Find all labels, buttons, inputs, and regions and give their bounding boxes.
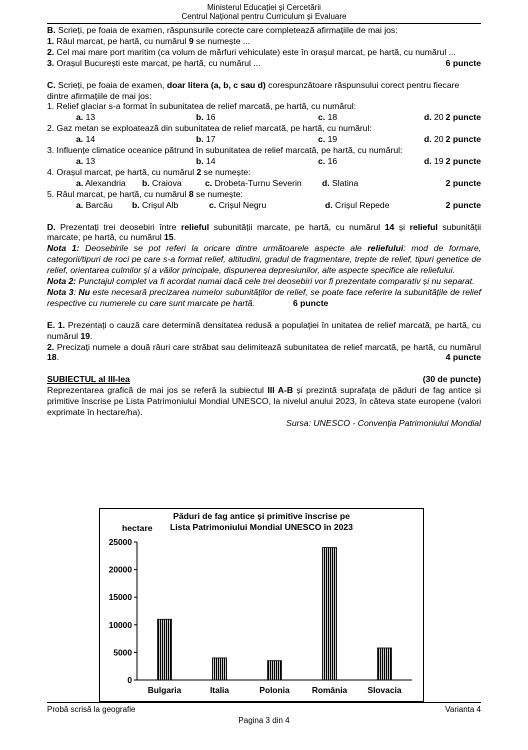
question-5: [47, 189, 481, 200]
option-letter: a.: [76, 199, 84, 210]
note-label: Nota 2:: [47, 276, 77, 287]
section-c-label: C.: [47, 79, 56, 90]
option-letter: c.: [318, 134, 326, 145]
option-value: Craiova: [152, 177, 182, 188]
points-label: 2 puncte: [445, 155, 481, 166]
option-value: Drobeta-Turnu Severin: [214, 177, 302, 188]
question-map-number: 2: [196, 166, 202, 177]
question-4: [47, 167, 481, 178]
question-1: 1. Relief glaciar s-a format în subunitatea de relief marcată, pe hartă, cu numărul:: [47, 101, 357, 112]
option-letter: c.: [205, 177, 213, 188]
question-2: 2. Gaz metan se exploatează din subunitatea de relief marcată, pe hartă, cu numărul:: [47, 123, 372, 134]
emphasis: relieful: [180, 221, 210, 232]
question-text: 5. Râul marcat, pe hartă, cu numărul: [47, 188, 189, 199]
note-text: Punctajul complet va fi acordat numai dacă cele trei deosebiri vor fi prezentate comparativ și nu separat.: [76, 276, 475, 287]
bar-slovacia: [378, 648, 392, 680]
footer-exam-name: Probă scrisă la geografie: [47, 705, 136, 714]
bar-bulgaria: [158, 619, 172, 680]
x-category-label: Italia: [209, 685, 230, 695]
subject-points: (30 de puncte): [422, 374, 481, 385]
item-text: Orașul București este marcat, pe hartă, cu numărul ...: [54, 57, 261, 68]
option-letter: b.: [196, 112, 204, 123]
section-c-intro: [47, 80, 481, 102]
y-tick-label: 15000: [108, 592, 132, 603]
section-d-intro: [47, 222, 481, 244]
option-letter: a.: [76, 155, 84, 166]
chart-plot: [100, 509, 423, 701]
option-letter: a.: [76, 112, 84, 123]
emphasis: relieful: [409, 221, 438, 232]
item-text: Precizați numele a două râuri care străbat sau delimitează subunitatea de relief marcată, pe hartă, cu numărul: [54, 341, 481, 352]
section-b-label: B.: [47, 25, 56, 35]
note-label: Nota 3: [47, 286, 74, 297]
x-category-label: Polonia: [259, 685, 290, 695]
note-text: este necesară precizarea numelor subunităților de relief, se poate face referire la subunitățile de relief respective cu numerele cu care sunt marcate pe hartă.: [47, 286, 482, 308]
item-number: 2.: [47, 46, 55, 57]
option-letter: b.: [196, 155, 204, 166]
header-center: Centrul Național pentru Curriculum și Evaluare: [181, 12, 347, 21]
item-text: se numește ...: [193, 35, 251, 46]
section-c-text: corespunzătoare răspunsului corect pentru fiecare dintre afirmațiile de mai jos:: [47, 79, 460, 101]
question-text: se numește:: [201, 166, 251, 177]
note-text: : mod de formare, categorii/tipuri de roci pe care s-a format relief, altitudini, gradul de fragmentare, trepte de relief, tipuri genetice de relief, orientarea culmilor și a văilor principale, dispunerea depresiunilor, alte aspecte specifice ale reliefului.: [47, 243, 481, 276]
map-number: 15: [164, 232, 174, 243]
text: .: [173, 232, 176, 243]
subject-3-heading: [47, 374, 481, 385]
y-tick-label: 0: [127, 675, 132, 685]
text: și: [394, 221, 410, 232]
section-b-item-2: [47, 47, 481, 58]
section-e-points-row: [47, 352, 481, 363]
source-note: Sursa: UNESCO - Convenția Patrimoniului Mondial: [286, 417, 481, 428]
chart-title-line-1: Păduri de fag antice și primitive înscrise pe: [173, 511, 350, 521]
option-value: 18: [327, 112, 338, 123]
section-b-item-3: [47, 58, 481, 69]
item-text: Râul marcat, pe hartă, cu numărul: [54, 35, 189, 46]
option-letter: a.: [76, 177, 84, 188]
note-text: Deosebirile se pot referi la oricare dintre următoarele aspecte ale: [79, 243, 368, 254]
x-category-label: România: [311, 685, 348, 695]
option-value: 13: [85, 112, 96, 123]
section-c-text: Scrieți, pe foaia de examen,: [55, 79, 167, 90]
option-value: Crișul Repede: [335, 199, 390, 210]
map-number: 18: [47, 352, 57, 363]
map-number: 19: [80, 330, 90, 341]
points-label: 6 puncte: [445, 57, 481, 68]
text: subunității marcate, pe hartă, cu numărul: [47, 221, 482, 243]
option-value: 19: [327, 134, 338, 145]
section-e-item-1: [47, 320, 481, 342]
option-letter: c.: [318, 155, 326, 166]
subject-3-intro: [47, 385, 481, 418]
question-5-options: [47, 200, 481, 211]
note-text: :: [73, 286, 79, 297]
footer-divider: [47, 702, 481, 703]
question-4-options: [47, 178, 481, 189]
option-letter: d.: [424, 155, 432, 166]
note-label: Nota 1:: [47, 243, 80, 254]
option-value: 20: [434, 134, 444, 145]
section-d-note-1: [47, 243, 481, 276]
y-tick-label: 10000: [108, 619, 132, 630]
option-letter: d.: [322, 177, 330, 188]
footer-variant: Varianta 4: [445, 705, 481, 714]
y-tick-label: 25000: [108, 537, 132, 547]
text: subunității marcate, pe hartă, cu numărul: [209, 221, 385, 232]
y-tick-label: 5000: [113, 647, 132, 658]
subject-title: SUBIECTUL al III-lea: [47, 374, 130, 385]
chart-title-line-2: Lista Patrimoniului Mondial UNESCO în 2023: [170, 521, 353, 532]
points-label: 2 puncte: [445, 177, 481, 188]
option-value: 19: [434, 155, 444, 166]
y-axis-label: hectare: [122, 523, 153, 533]
option-value: 16: [327, 155, 338, 166]
points-label: 6 puncte: [293, 297, 329, 308]
intro-emphasis: III A-B: [267, 385, 294, 396]
option-value: 14: [206, 155, 216, 166]
option-value: Barcău: [85, 199, 113, 210]
option-letter: c.: [318, 112, 326, 123]
section-d-note-2: [47, 276, 481, 287]
option-letter: b.: [142, 177, 150, 188]
section-d-label: D.: [47, 221, 56, 232]
bar-românia: [323, 548, 337, 680]
item-number: 2.: [47, 341, 55, 352]
item-map-number: 9: [188, 35, 194, 46]
bar-chart: [99, 508, 424, 702]
note-emphasis: Nu: [78, 286, 90, 297]
option-value: 20: [434, 112, 444, 123]
footer-page-number: Pagina 3 din 4: [238, 716, 290, 725]
question-text: se numește:: [193, 188, 243, 199]
option-value: 16: [206, 112, 216, 123]
points-label: 2 puncte: [445, 199, 481, 210]
points-label: 2 puncte: [445, 112, 481, 123]
option-value: Slatina: [332, 177, 359, 188]
header-ministry: Ministerul Educației și Cercetării: [207, 3, 321, 12]
x-category-label: Slovacia: [367, 685, 402, 695]
points-label: 4 puncte: [445, 352, 481, 363]
y-tick-label: 20000: [108, 564, 132, 575]
text: Prezentați trei deosebiri între: [55, 221, 181, 232]
section-c-emphasis: doar litera (a, b, c sau d): [166, 79, 266, 90]
option-value: Crișul Negru: [218, 199, 267, 210]
item-number: 1.: [47, 35, 55, 46]
option-letter: b.: [132, 199, 140, 210]
exam-content: [47, 25, 481, 429]
option-value: 14: [85, 134, 96, 145]
option-letter: c.: [209, 199, 217, 210]
question-1-options: [47, 112, 481, 123]
question-3: 3. Influențe climatice oceanice pătrund în subunitatea de relief marcată, pe hartă, cu numărul:: [47, 145, 403, 156]
map-number: 14: [384, 221, 395, 232]
option-letter: d.: [325, 199, 333, 210]
section-e-label: E. 1.: [47, 319, 66, 330]
option-value: Crișul Alb: [142, 199, 179, 210]
item-number: 3.: [47, 57, 55, 68]
question-3-options: [47, 156, 481, 167]
intro-text: Reprezentarea grafică de mai jos se referă la subiectul: [47, 385, 268, 396]
bar-italia: [213, 658, 227, 680]
note-emphasis: reliefului: [367, 243, 404, 254]
section-b-item-1: [47, 36, 481, 47]
question-2-options: [47, 134, 481, 145]
option-value: 13: [85, 155, 96, 166]
question-text: 4. Orașul marcat, pe hartă, cu numărul: [47, 166, 197, 177]
option-letter: d.: [424, 112, 432, 123]
option-value: 17: [206, 134, 216, 145]
section-d-note-3: [47, 287, 481, 309]
item-text: .: [90, 330, 93, 341]
intro-text: și prezintă suprafața de păduri de fag antice și primitive înscrise pe Lista Patrimoniului Mondial UNESCO, la nivelul anului 2023, în câteva state europene (valori exprimate în hectare/ha).: [47, 385, 481, 417]
item-text: Prezentați o cauză care determină densitatea redusă a populației în unitatea de relief marcată, pe hartă, cu numărul: [47, 319, 481, 341]
bar-polonia: [268, 661, 282, 680]
option-letter: b.: [196, 134, 204, 145]
option-letter: a.: [76, 134, 84, 145]
section-b-intro: [47, 25, 481, 36]
header-divider: [47, 23, 481, 24]
item-text: Cel mai mare port maritim (ca volum de mărfuri vehiculate) este în orașul marcat, pe hartă, cu numărul ...: [54, 46, 456, 57]
option-letter: d.: [424, 134, 432, 145]
x-category-label: Bulgaria: [147, 685, 182, 695]
section-b-text: Scrieți, pe foaia de examen, răspunsurile corecte care completează afirmațiile de mai jos:: [55, 25, 398, 35]
item-text: .: [56, 352, 59, 363]
points-label: 2 puncte: [445, 134, 481, 145]
option-value: Alexandria: [85, 177, 126, 188]
question-map-number: 8: [188, 188, 194, 199]
